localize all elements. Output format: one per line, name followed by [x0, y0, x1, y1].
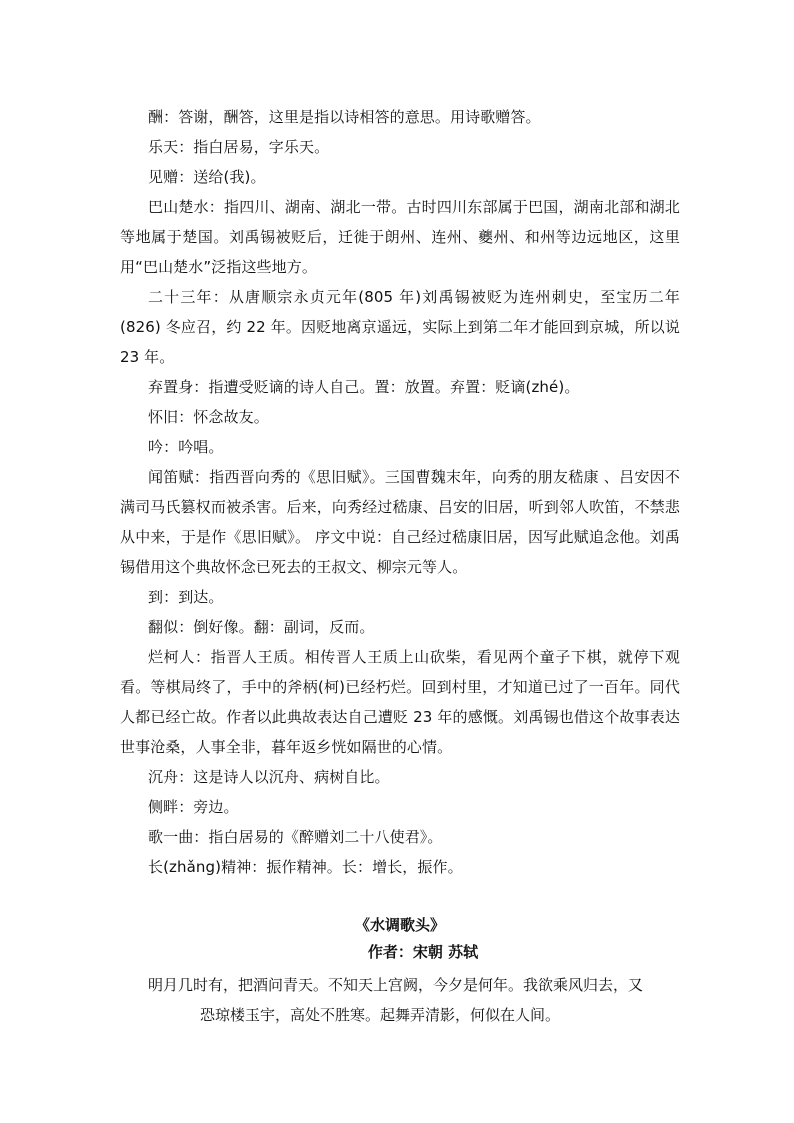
note-ershisan-nian: 二十三年：从唐顺宗永贞元年(805 年)刘禹锡被贬为连州刺史，至宝历二年(826) 冬应召，约 22 年。因贬地离京遥远，实际上到第二年才能回到京城，所以说 23 年。: [120, 288, 680, 366]
note-huaijiu: 怀旧：怀念故友。: [148, 408, 269, 426]
note-chou: 酬：答谢，酬答，这里是指以诗相答的意思。用诗歌赠答。: [148, 108, 541, 126]
note-letian: 乐天：指白居易，字乐天。: [148, 138, 330, 156]
note-dao: 到：到达。: [148, 588, 224, 606]
annotation-list: [120, 102, 680, 882]
note-chenzhou: 沉舟：这是诗人以沉舟、病树自比。: [148, 768, 390, 786]
poem-line: 明月几时有，把酒问青天。不知天上宫阙，今夕是何年。我欲乘风归去，又: [148, 976, 644, 994]
note-zhang-jingshen: 长(zhǎng)精神：振作精神。长：增长，振作。: [148, 858, 463, 876]
poem-author: 作者：宋朝 苏轼: [367, 943, 479, 961]
note-ge-yiqu: 歌一曲：指白居易的《醉赠刘二十八使君》。: [148, 828, 443, 846]
note-jianzeng: 见赠：送给(我)。: [148, 168, 266, 186]
note-bashan-chushui: 巴山楚水：指四川、湖南、湖北一带。古时四川东部属于巴国，湖南北部和湖北等地属于楚国。刘禹锡被贬后，迁徙于朗州、连州、夔州、和州等边远地区，这里用“巴山楚水”泛指这些地方。: [120, 198, 680, 276]
note-yin: 吟：吟唱。: [148, 438, 224, 456]
poem-section: [120, 912, 680, 1030]
note-qizhi-shen: 弃置身：指遭受贬谪的诗人自己。置：放置。弃置：贬谪(zhé)。: [148, 378, 580, 396]
note-lanke-ren: 烂柯人：指晋人王质。相传晋人王质上山砍柴，看见两个童子下棋，就停下观看。等棋局终了，手中的斧柄(柯)已经朽烂。回到村里，才知道已过了一百年。同代人都已经亡故。作者以此典故表达自己遭贬 23 年的感慨。刘禹锡也借这个故事表达世事沧桑，人事全非，暮年返乡恍如隔世的心情。: [120, 648, 680, 756]
poem-line: 恐琼楼玉宇，高处不胜寒。起舞弄清影，何似在人间。: [200, 1006, 561, 1024]
note-fansi: 翻似：倒好像。翻：副词，反而。: [148, 618, 375, 636]
poem-title: 《水调歌头》: [354, 916, 445, 934]
note-cepan: 侧畔：旁边。: [148, 798, 239, 816]
note-wendi-fu: 闻笛赋：指西晋向秀的《思旧赋》。三国曹魏末年，向秀的朋友嵇康 、吕安因不满司马氏篡权而被杀害。后来，向秀经过嵇康、吕安的旧居，听到邻人吹笛，不禁悲从中来，于是作《思旧赋》。 序文中说：自己经过嵇康旧居，因写此赋追念他。刘禹锡借用这个典故怀念已死去的王叔文、柳宗元等人。: [120, 468, 680, 576]
